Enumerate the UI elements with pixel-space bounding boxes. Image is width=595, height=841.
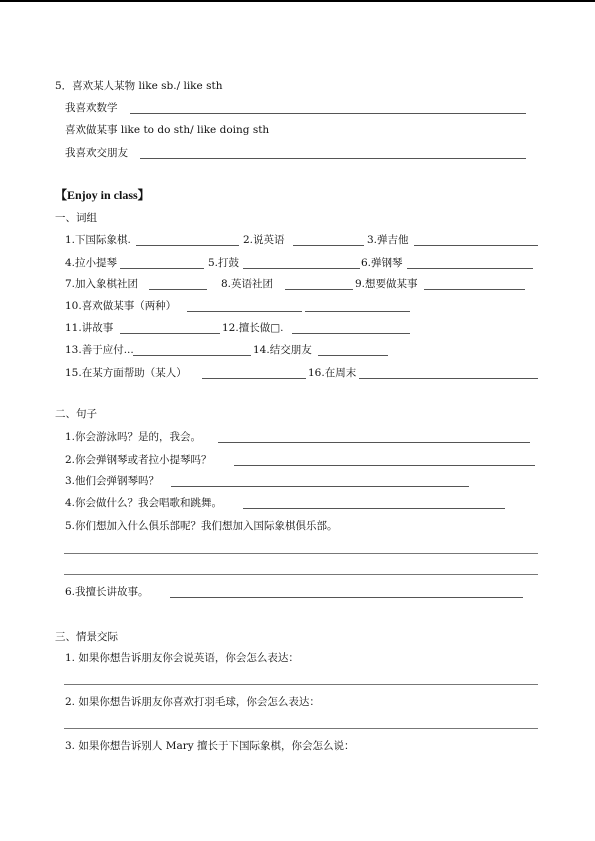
phrase-10: 10.喜欢做某事（两种） <box>65 300 177 312</box>
situation-3: 3. 如果你想告诉别人 Mary 擅长于下国际象棋，你会怎么说： <box>65 740 355 752</box>
phrase-1-blank[interactable] <box>136 245 239 246</box>
sentence-3-blank[interactable] <box>171 486 469 487</box>
sentence-2: 2.你会弹钢琴或者拉小提琴吗？ <box>65 454 212 466</box>
phrase-6-blank[interactable] <box>407 268 533 269</box>
phrase-8-blank[interactable] <box>285 289 353 290</box>
page-top-border <box>0 0 595 2</box>
sentence-4: 4.你会做什么？我会唱歌和跳舞。 <box>65 497 223 509</box>
item5-title: 5．喜欢某人某物 like sb./ like sth <box>55 80 223 92</box>
phrase-5-blank[interactable] <box>243 268 360 269</box>
phrase-16-blank[interactable] <box>359 378 538 379</box>
section3-title: 三、情景交际 <box>55 631 118 643</box>
phrase-9-blank[interactable] <box>424 289 525 290</box>
situation-2: 2. 如果你想告诉朋友你喜欢打羽毛球，你会怎么表达： <box>65 696 320 708</box>
section1-title: 一、词组 <box>55 212 97 224</box>
situation-1: 1. 如果你想告诉朋友你会说英语，你会怎么表达： <box>65 652 299 664</box>
phrase-6: 6.弹钢琴 <box>361 257 403 269</box>
sentence-5: 5.你们想加入什么俱乐部呢？我们想加入国际象棋俱乐部。 <box>65 520 338 532</box>
phrase-12: 12.擅长做□. <box>222 322 284 334</box>
situation-1-line[interactable] <box>64 684 538 685</box>
phrase-2: 2.说英语 <box>243 234 285 246</box>
phrase-13-blank[interactable] <box>133 355 251 356</box>
phrase-8: 8.英语社团 <box>221 278 274 290</box>
phrase-7-blank[interactable] <box>149 289 207 290</box>
prompt-math: 我喜欢数学 <box>65 102 118 114</box>
phrase-4-blank[interactable] <box>120 268 204 269</box>
phrase-13: 13.善于应付... <box>65 344 134 356</box>
phrase-10-blank-a[interactable] <box>187 311 302 312</box>
sentence-1-blank[interactable] <box>218 442 530 443</box>
sentence-1: 1.你会游泳吗？是的，我会。 <box>65 431 202 443</box>
phrase-10-blank-b[interactable] <box>305 311 410 312</box>
sentence-5-line-2[interactable] <box>64 574 538 575</box>
section2-title: 二、句子 <box>55 408 97 420</box>
sentence-6-blank[interactable] <box>170 597 523 598</box>
phrase-14-blank[interactable] <box>318 355 388 356</box>
sentence-2-blank[interactable] <box>234 465 535 466</box>
phrase-3: 3.弹吉他 <box>367 234 409 246</box>
answer-line-math[interactable] <box>130 113 526 114</box>
phrase-15: 15.在某方面帮助（某人） <box>65 367 187 379</box>
phrase-14: 14.结交朋友 <box>253 344 312 356</box>
phrase-11-blank[interactable] <box>120 333 220 334</box>
phrase-11: 11.讲故事 <box>65 322 114 334</box>
answer-line-friends[interactable] <box>140 158 526 159</box>
sentence-4-blank[interactable] <box>243 508 505 509</box>
prompt-friends: 我喜欢交朋友 <box>65 147 128 159</box>
phrase-3-blank[interactable] <box>414 245 538 246</box>
sentence-5-line-1[interactable] <box>64 553 538 554</box>
prompt-like-to: 喜欢做某事 like to do sth/ like doing sth <box>65 124 270 136</box>
phrase-2-blank[interactable] <box>293 245 364 246</box>
phrase-7: 7.加入象棋社团 <box>65 278 139 290</box>
phrase-5: 5.打鼓 <box>208 257 240 269</box>
sentence-6: 6.我擅长讲故事。 <box>65 586 149 598</box>
situation-2-line[interactable] <box>64 728 538 729</box>
phrase-15-blank[interactable] <box>202 378 306 379</box>
phrase-4: 4.拉小提琴 <box>65 257 118 269</box>
sentence-3: 3.他们会弹钢琴吗？ <box>65 475 160 487</box>
phrase-1: 1.下国际象棋. <box>65 234 131 246</box>
section-heading: 【Enjoy in class】 <box>55 188 150 202</box>
phrase-12-blank[interactable] <box>292 333 410 334</box>
phrase-9: 9.想要做某事 <box>355 278 418 290</box>
phrase-16: 16.在周末 <box>308 367 357 379</box>
